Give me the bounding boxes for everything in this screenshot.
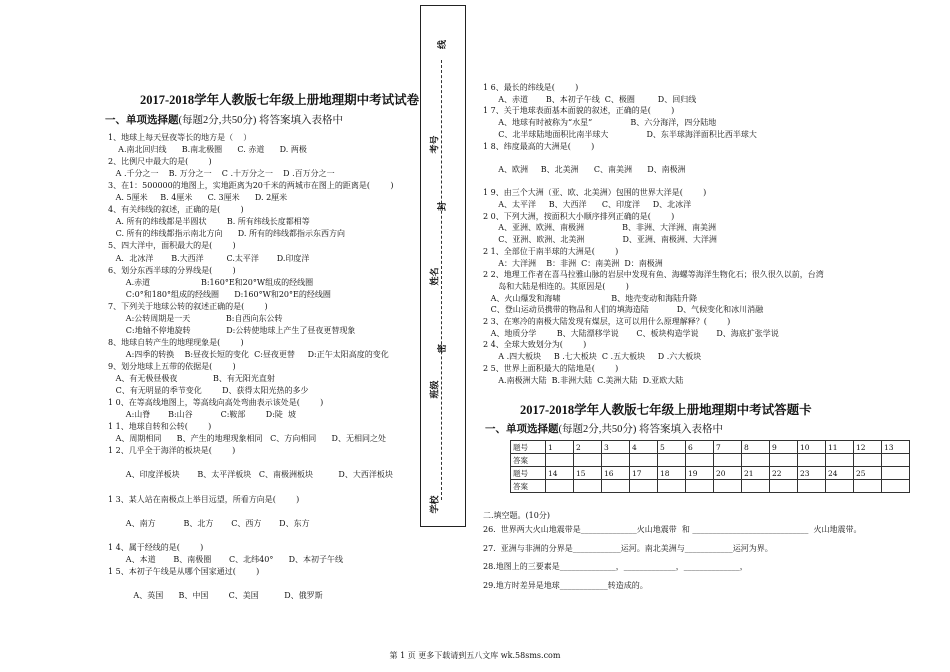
question-line: 2 0、下列大洲，按面积大小顺序排列正确的是( )	[483, 211, 675, 221]
question-line: 1、地球上每天昼夜等长的地方是（ ）	[108, 133, 252, 142]
answer-cell[interactable]	[742, 454, 770, 467]
answer-cell[interactable]	[630, 454, 658, 467]
question-line: A．北冰洋 B.大西洋 C.太平洋 D.印度洋	[108, 253, 310, 263]
question-line: A、周期相同 B、产生的地理现象相同 C、方向相同 D、无相同之处	[108, 434, 386, 444]
answer-cell[interactable]	[770, 454, 798, 467]
answer-cell[interactable]	[854, 480, 882, 493]
table-cell: 18	[658, 467, 686, 480]
question-line: 8、地球自转产生的地理现象是( )	[108, 337, 244, 347]
binding-label-name: 姓名	[430, 267, 441, 286]
table-cell: 题号	[511, 467, 546, 480]
table-cell: 7	[714, 441, 742, 454]
question-line: A、赤道 B、本初子午线 C、极圈 D、回归线	[483, 94, 697, 104]
binding-label-class: 班级	[430, 380, 441, 399]
answer-cell[interactable]	[742, 480, 770, 493]
answer-cell[interactable]	[882, 480, 910, 493]
table-cell: 14	[546, 467, 574, 480]
question-line: A、地球有时被称为“水星” B、六分海洋，四分陆地	[483, 118, 717, 128]
question-line: 1 9、由三个大洲（亚、欧、北美洲）包围的世界大洋是( )	[483, 188, 707, 198]
section1-rest: (每题2分,共50分) 将答案填入表格中	[178, 115, 343, 126]
question-line: 1 6、最长的纬线是( )	[483, 83, 579, 92]
table-row	[511, 454, 910, 467]
answer-cell[interactable]	[770, 480, 798, 493]
question-line: C. 所有的纬线都指示南北方向 D. 所有的纬线都指示东西方向	[108, 229, 346, 239]
question-line: 2 5、世界上面积最大的陆地是( )	[483, 363, 619, 373]
answer-cell[interactable]	[602, 454, 630, 467]
table-cell	[882, 467, 910, 480]
question-line: A、太平洋 B、大西洋 C、印度洋 D、北冰洋	[483, 200, 692, 209]
question-line: A、本道 B、南极圈 C、北纬40° D、本初子午线	[108, 554, 344, 564]
question-line: 2 3、在寒冷的南极大陆发现有煤层，这可以用什么原理解释？( )	[483, 317, 731, 326]
question-line: 1 2、几乎全于海洋的板块是( )	[108, 446, 236, 456]
fill-section-title: 二.填空题。(10分)	[483, 511, 550, 520]
table-cell: 13	[882, 441, 910, 454]
page-footer: 第 1 页 更多下载请到五八文库 wk.58sms.com	[389, 651, 561, 660]
question-line: A、英国 B、中国 C、美国 D、俄罗斯	[108, 590, 323, 600]
question-line: 1 5、本初子午线是从哪个国家通过( )	[108, 566, 260, 576]
table-cell: 1	[546, 441, 574, 454]
question-line: 9、划分地球上五带的依据是( )	[108, 361, 236, 371]
question-line: 2、比例尺中最大的是( )	[108, 157, 212, 167]
table-cell: 10	[798, 441, 826, 454]
table-cell: 题号	[511, 441, 546, 454]
question-line: A.南极洲大陆 B.非洲大陆 C.美洲大陆 D.亚欧大陆	[483, 375, 684, 385]
table-cell: 19	[686, 467, 714, 480]
question-line: A：大洋洲 B：非洲 C：南美洲 D：南极洲	[483, 258, 663, 268]
question-line: C、北半球陆地面积比南半球大 D、东半球海洋面积比西半球大	[483, 129, 757, 139]
answer-cell[interactable]	[798, 480, 826, 493]
answer-cell[interactable]	[714, 480, 742, 493]
question-line: 1 0、在等高线地图上，等高线向高处弯曲表示该处是( )	[108, 398, 324, 408]
question-line: A、地质分学 B、大陆漂移学说 C、板块构造学说 D、海底扩张学说	[483, 328, 779, 338]
answer-cell[interactable]	[574, 480, 602, 493]
answer-cell[interactable]	[826, 454, 854, 467]
question-line: A、火山爆发和海啸 B、地壳变动和海陆升降	[483, 293, 698, 303]
section1-heading-right	[485, 421, 723, 436]
section1-heading-left	[105, 112, 343, 127]
answer-cell[interactable]	[882, 454, 910, 467]
table-cell: 23	[798, 467, 826, 480]
answer-cell[interactable]	[798, 454, 826, 467]
answer-cell[interactable]	[854, 454, 882, 467]
question-line: 6、划分东西半球的分界线是( )	[108, 265, 236, 275]
question-line: 3、在1：500000的地图上，实地距离为20千米的两城市在图上的距离是( )	[108, 181, 394, 191]
answer-cell[interactable]	[546, 480, 574, 493]
answer-cell[interactable]	[826, 480, 854, 493]
table-cell: 2	[574, 441, 602, 454]
table-cell: 24	[826, 467, 854, 480]
section1-bold: 一、单项选择题	[105, 115, 179, 126]
table-cell: 15	[574, 467, 602, 480]
table-cell: 4	[630, 441, 658, 454]
section1-rest-right: (每题2分,共50分) 将答案填入表格中	[558, 424, 723, 435]
question-line: 1 4、属于经线的是( )	[108, 542, 204, 552]
answer-cell[interactable]	[602, 480, 630, 493]
table-cell: 3	[602, 441, 630, 454]
table-row	[511, 467, 910, 480]
table-cell: 答案	[511, 454, 546, 467]
answer-sheet-title: 2017-2018学年人教版七年级上册地理期中考试答题卡	[520, 403, 812, 417]
question-line: 1 8、纬度最高的大洲是( )	[483, 141, 595, 151]
question-line: A、亚洲、欧洲、南极洲 B、非洲、大洋洲、南美洲	[483, 223, 717, 233]
question-line: A.南北回归线 B.南北极圈 C. 赤道 D. 两极	[108, 145, 307, 155]
question-line: 1 7、关于地球表面基本面貌的叙述，正确的是( )	[483, 106, 675, 116]
question-line: A:四季的转换 B:昼夜长短的变化 C:昼夜更替 D:正午太阳高度的变化	[108, 349, 389, 359]
binding-strip	[420, 5, 466, 527]
question-line: C、亚洲、欧洲、北美洲 D、亚洲、南极洲、大洋洲	[483, 235, 717, 245]
table-cell: 12	[854, 441, 882, 454]
binding-dashed-line	[441, 60, 442, 500]
question-line: 7、下列关于地球公转的叙述正确的是( )	[108, 301, 268, 311]
question-line: A、南方 B、北方 C、西方 D、东方	[108, 518, 310, 528]
binding-label-seal: 封	[438, 201, 449, 212]
table-cell: 答案	[511, 480, 546, 493]
table-cell: 21	[742, 467, 770, 480]
answer-cell[interactable]	[686, 480, 714, 493]
binding-label-dense: 密	[438, 343, 449, 354]
question-line: 28.地图上的三要素是______________，_____________，______________，	[483, 562, 748, 571]
table-cell: 11	[826, 441, 854, 454]
question-line: A:山脊 B:山谷 C:鞍部 D:陡 坡	[108, 410, 296, 420]
question-line: 岛和大陆是相连的。其原因是( )	[483, 281, 629, 291]
answer-cell[interactable]	[630, 480, 658, 493]
table-cell: 6	[686, 441, 714, 454]
answer-table	[510, 440, 910, 493]
question-line: A:公转周期是一天 B:自西向东公转	[108, 313, 283, 323]
exam-title: 2017-2018学年人教版七年级上册地理期中考试试卷	[140, 93, 420, 107]
question-line: A、有无极昼极夜 B、有无阳光直射	[108, 374, 275, 383]
answer-cell[interactable]	[546, 454, 574, 467]
table-cell: 22	[770, 467, 798, 480]
question-line: 29.地方时差异是地球____________转造成的。	[483, 580, 648, 590]
table-cell: 17	[630, 467, 658, 480]
question-line: A.赤道 B:160°E和20°W组成的经线圈	[108, 277, 314, 287]
question-line: A. 所有的纬线都是半圆状 B. 所有纬线长度都相等	[108, 217, 310, 227]
question-line: 2 1、全部位于南半球的大洲是( )	[483, 246, 619, 256]
table-cell: 25	[854, 467, 882, 480]
table-row	[511, 480, 910, 493]
binding-label-exam-no: 考号	[430, 135, 441, 154]
section1-bold-right: 一、单项选择题	[485, 424, 559, 435]
question-line: A、印度洋板块 B、太平洋板块 C、南极洲板块 D、大西洋板块	[108, 470, 393, 480]
question-line: 2 2、地理工作者在喜马拉雅山脉的岩层中发现有鱼、海螺等海洋生物化石；很久很久以前，台湾	[483, 270, 824, 280]
question-line: C、有无明显的季节变化 D、获得太阳光热的多少	[108, 386, 309, 396]
table-cell: 9	[770, 441, 798, 454]
question-line: C、登山运动员携带的物品和人们的填海造陆 D、气候变化和冰川消融	[483, 305, 764, 315]
table-row	[511, 441, 910, 454]
answer-cell[interactable]	[574, 454, 602, 467]
question-line: 27. 亚洲与非洲的分界是____________运河。南北美洲与____________运河为界。	[483, 543, 773, 553]
question-line: 5、四大洋中，面积最大的是( )	[108, 241, 236, 251]
answer-cell[interactable]	[686, 454, 714, 467]
answer-cell[interactable]	[714, 454, 742, 467]
question-line: A. 5厘米 B. 4厘米 C. 3厘米 D. 2厘米	[108, 193, 288, 203]
question-line: A .四大板块 B .七大板块 C .五大板块 D .六大板块	[483, 352, 702, 362]
table-cell: 16	[602, 467, 630, 480]
question-line: C:地轴不停地旋转 D:公转使地球上产生了昼夜更替现象	[108, 325, 356, 335]
table-cell: 20	[714, 467, 742, 480]
answer-cell[interactable]	[658, 480, 686, 493]
question-line: 1 3、某人站在南极点上举目远望，所看方向是( )	[108, 494, 300, 504]
question-line: C:0°和180°组成的经线圈 D:160°W和20°E的经线圈	[108, 289, 331, 299]
table-cell: 8	[742, 441, 770, 454]
question-line: 4、有关纬线的叙述，正确的是( )	[108, 205, 244, 215]
binding-label-line: 线	[438, 39, 449, 50]
question-line: 2 4、全球大致划分为( )	[483, 340, 587, 350]
question-line: 1 1、地球自转和公转( )	[108, 422, 212, 432]
table-cell: 5	[658, 441, 686, 454]
answer-cell[interactable]	[658, 454, 686, 467]
binding-label-school: 学校	[430, 495, 441, 514]
question-line: A .千分之一 B. 万分之一 C .十万分之一 D .百万分之一	[108, 169, 335, 179]
question-line: 26. 世界两大火山地震带是______________火山地震带 和 _____________________________ 火山地震带。	[483, 525, 862, 534]
question-line: A、欧洲 B、北美洲 C、南美洲 D、南极洲	[483, 164, 686, 174]
